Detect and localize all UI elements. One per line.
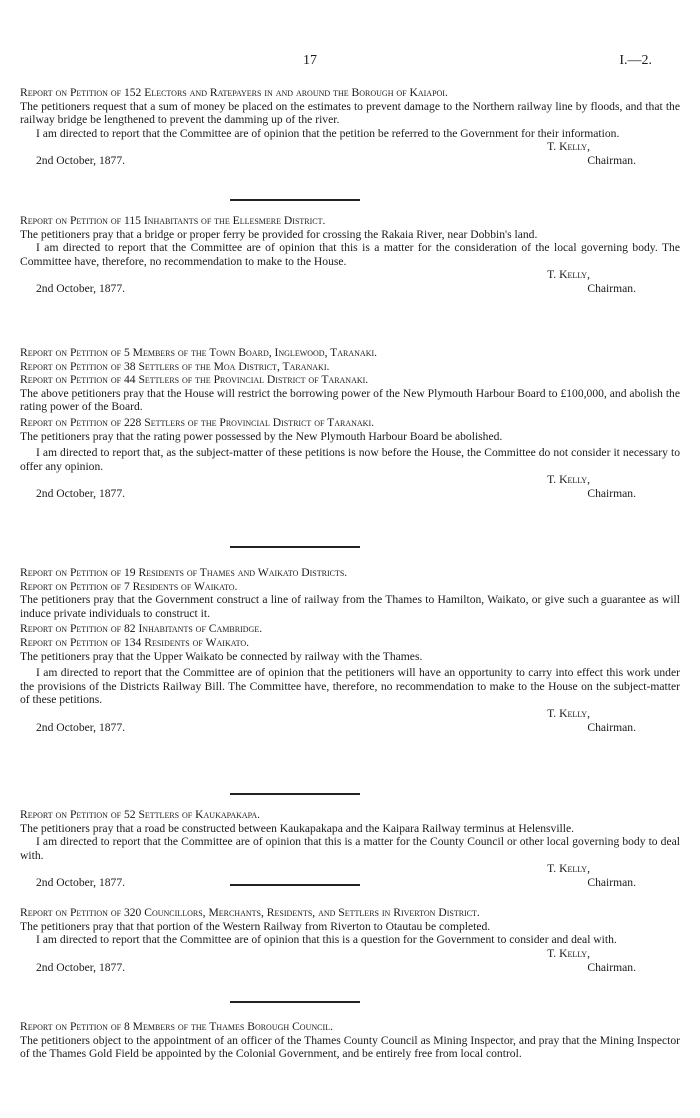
petition-report-taranaki (20, 346, 680, 501)
committee-report: I am directed to report that, as the subject-matter of these petitions is now before the House, the Committee do not consider it necessary to offer any opinion. (20, 446, 680, 473)
signatory-role: Chairman. (587, 154, 636, 168)
signature-row (20, 282, 680, 296)
signature (20, 862, 680, 876)
petition-report-ellesmere (20, 214, 680, 296)
section-heading: Report on Petition of 7 Residents of Waikato. (20, 579, 238, 593)
petition-body: The petitioners pray that the Government construct a line of railway from the Thames to Hamilton, Waikato, or give such a guarantee as will induce private individuals to construct it. (20, 593, 680, 620)
section-divider (230, 884, 360, 886)
signatory-name: T. Kelly, (547, 473, 590, 487)
committee-report: I am directed to report that the Committee are of opinion that the petitioners will have an opportunity to carry into effect this work under the provisions of the Districts Railway Bill. The Committee have, therefore, no recommendation to make to the House on the subject-matter of these petitions. (20, 666, 680, 707)
committee-report: I am directed to report that the Committee are of opinion that the petition be referred to the Government for their information. (36, 126, 620, 140)
petition-report-riverton (20, 906, 680, 975)
petition-body: The above petitioners pray that the House will restrict the borrowing power of the New Plymouth Harbour Board to £100,000, and abolish the rating power of the Board. (20, 386, 680, 414)
signatory-name: T. Kelly, (547, 268, 590, 282)
section-divider (230, 546, 360, 548)
signature (20, 947, 680, 961)
section-heading: Report on Petition of 19 Residents of Thames and Waikato Districts. (20, 566, 348, 579)
signature (20, 707, 680, 721)
committee-report: I am directed to report that the Committee are of opinion that this is a matter for the County Council or other local governing body to deal with. (20, 835, 680, 862)
section-heading: Report on Petition of 8 Members of the Thames Borough Council. (20, 1020, 333, 1033)
signatory-role: Chairman. (587, 960, 636, 974)
petition-body-2: The petitioners pray that the rating power possessed by the New Plymouth Harbour Board be abolished. (20, 429, 503, 443)
signature-row (20, 487, 680, 501)
petition-body: The petitioners pray that that portion of the Western Railway from Riverton to Otautau be completed. (20, 919, 491, 933)
petition-report-thames-waikato (20, 566, 680, 735)
signatory-name: T. Kelly, (547, 862, 590, 876)
committee-report: I am directed to report that the Committee are of opinion that this is a matter for the consideration of the local governing body. The Committee have, therefore, no recommendation to make to the House. (20, 241, 680, 268)
signature (20, 140, 680, 154)
petition-body-2: The petitioners pray that the Upper Waikato be connected by railway with the Thames. (20, 649, 423, 663)
petition-report-thames-borough (20, 1020, 680, 1061)
petition-body: The petitioners object to the appointment of an officer of the Thames County Council as Mining Inspector, and pray that the Mining Inspector of the Thames Gold Field be appointed by the Colonial Government, and be entirely free from local control. (20, 1033, 680, 1061)
section-subheading: Report on Petition of 228 Settlers of the Provincial District of Taranaki. (20, 415, 375, 429)
signatory-role: Chairman. (587, 720, 636, 734)
page-number: 17 (303, 53, 317, 68)
report-date: 2nd October, 1877. (36, 154, 126, 168)
signature-row (20, 154, 680, 168)
signatory-name: T. Kelly, (547, 946, 590, 960)
signature-row (20, 721, 680, 735)
signatory-role: Chairman. (587, 487, 636, 501)
section-heading: Report on Petition of 320 Councillors, Merchants, Residents, and Settlers in Riverton District. (20, 906, 480, 919)
section-subheading: Report on Petition of 82 Inhabitants of Cambridge. (20, 622, 263, 636)
section-heading: Report on Petition of 52 Settlers of Kaukapakapa. (20, 808, 261, 821)
petition-body: The petitioners request that a sum of money be placed on the estimates to prevent damage to the Northern railway line by floods, and that the railway bridge be lengthened to prevent the damming up of the river. (20, 99, 680, 127)
signatory-name: T. Kelly, (547, 140, 590, 154)
signature-row (20, 961, 680, 975)
petition-body: The petitioners pray that a road be constructed between Kaukapakapa and the Kaipara Railway terminus at Helensville. (20, 821, 575, 835)
signatory-role: Chairman. (587, 876, 636, 890)
section-divider (230, 793, 360, 795)
paper-reference: I.—2. (619, 53, 652, 68)
report-date: 2nd October, 1877. (36, 960, 126, 974)
report-date: 2nd October, 1877. (36, 720, 126, 734)
petition-report-kaukapakapa (20, 808, 680, 890)
signatory-name: T. Kelly, (547, 706, 590, 720)
section-divider (230, 1001, 360, 1003)
section-heading: Report on Petition of 38 Settlers of the Moa District, Taranaki. (20, 359, 330, 373)
section-divider (230, 199, 360, 201)
petition-body: The petitioners pray that a bridge or proper ferry be provided for crossing the Rakaia River, near Dobbin's land. (20, 227, 538, 241)
report-date: 2nd October, 1877. (36, 876, 126, 890)
committee-report: I am directed to report that the Committee are of opinion that this is a question for the Government to consider and deal with. (36, 933, 617, 947)
section-heading: Report on Petition of 152 Electors and Ratepayers in and around the Borough of Kaiapoi. (20, 86, 448, 99)
signature (20, 473, 680, 487)
petition-report-kaiapoi (20, 86, 680, 168)
section-heading: Report on Petition of 44 Settlers of the Provincial District of Taranaki. (20, 373, 369, 387)
section-heading: Report on Petition of 115 Inhabitants of the Ellesmere District. (20, 214, 326, 227)
signatory-role: Chairman. (587, 282, 636, 296)
section-subheading: Report on Petition of 134 Residents of Waikato. (20, 635, 250, 649)
signature (20, 268, 680, 282)
report-date: 2nd October, 1877. (36, 487, 126, 501)
section-heading: Report on Petition of 5 Members of the Town Board, Inglewood, Taranaki. (20, 346, 378, 359)
report-date: 2nd October, 1877. (36, 282, 126, 296)
